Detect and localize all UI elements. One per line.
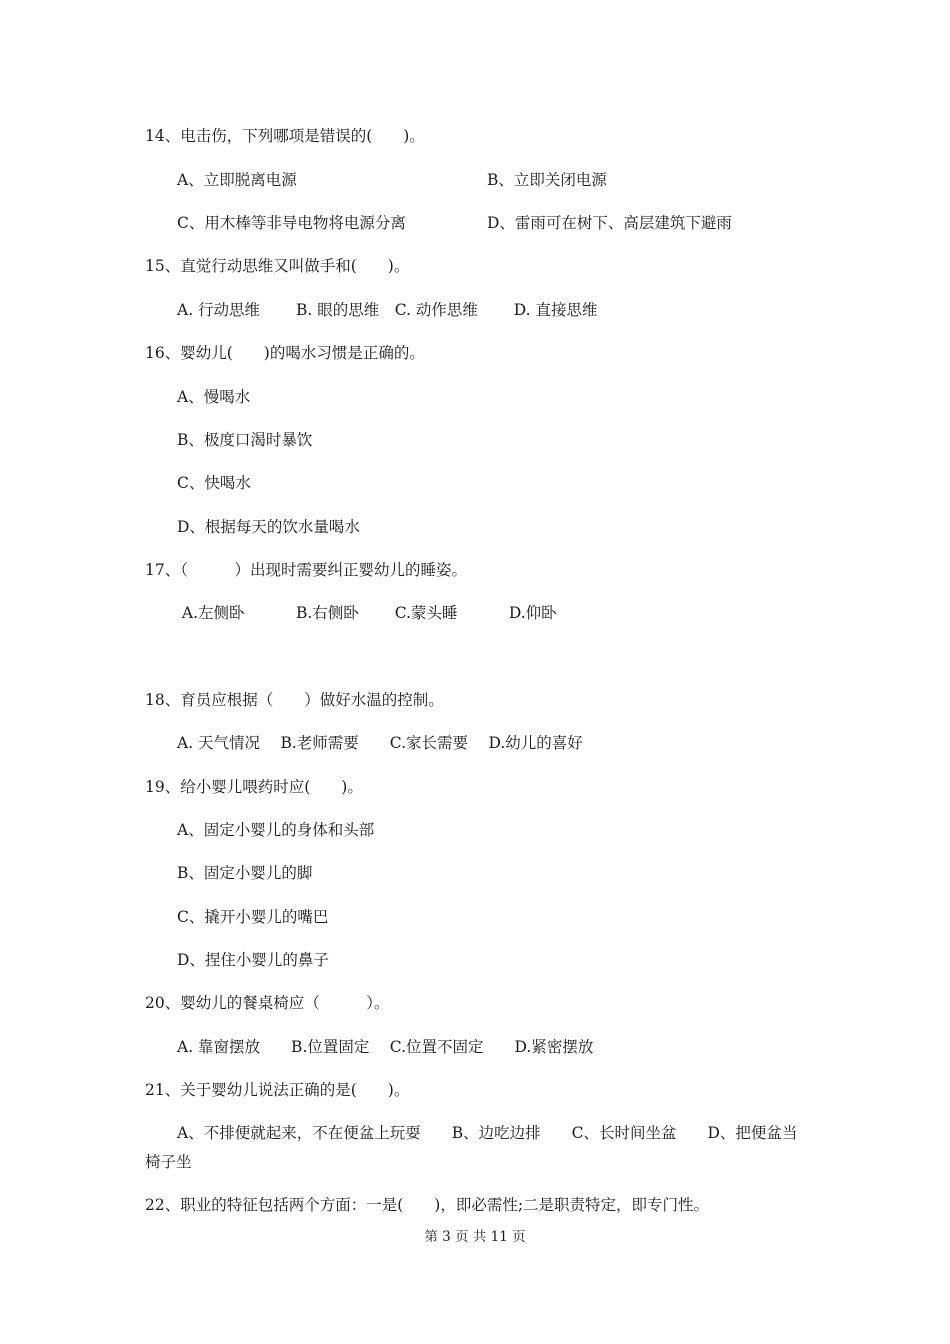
question-19-option-d: D、捏住小婴儿的鼻子 <box>177 951 329 969</box>
page-footer: 第 3 页 共 11 页 <box>424 1229 526 1245</box>
question-15-options: A. 行动思维 B. 眼的思维 C. 动作思维 D. 直接思维 <box>177 301 598 319</box>
question-14-option-a: A、立即脱离电源 <box>177 171 297 189</box>
question-20-options: A. 靠窗摆放 B.位置固定 C.位置不固定 D.紧密摆放 <box>177 1038 594 1056</box>
question-14-option-b: B、立即关闭电源 <box>487 171 607 189</box>
question-14-stem: 14、电击伤，下列哪项是错误的( )。 <box>145 127 425 145</box>
question-19-stem: 19、给小婴儿喂药时应( )。 <box>145 778 363 796</box>
question-16-option-a: A、慢喝水 <box>177 388 251 406</box>
question-19-option-c: C、撬开小婴儿的嘴巴 <box>177 908 329 926</box>
question-18-options: A. 天气情况 B.老师需要 C.家长需要 D.幼儿的喜好 <box>177 734 583 752</box>
question-16-option-d: D、根据每天的饮水量喝水 <box>177 518 360 536</box>
question-17-options: A.左侧卧 B.右侧卧 C.蒙头睡 D.仰卧 <box>177 604 557 622</box>
question-17-stem: 17、（ ）出现时需要纠正婴幼儿的睡姿。 <box>145 561 467 579</box>
question-16-option-b: B、极度口渴时暴饮 <box>177 431 313 449</box>
question-21-options-line1: A、不排便就起来，不在便盆上玩耍 B、边吃边排 C、长时间坐盆 D、把便盆当 <box>177 1124 798 1142</box>
question-16-stem: 16、婴幼儿( )的喝水习惯是正确的。 <box>145 344 425 362</box>
question-22-stem: 22、职业的特征包括两个方面：一是( )，即必需性;二是职责特定，即专门性。 <box>145 1196 710 1214</box>
question-19-option-b: B、固定小婴儿的脚 <box>177 864 313 882</box>
question-14-option-d: D、雷雨可在树下、高层建筑下避雨 <box>487 214 732 232</box>
question-15-stem: 15、直觉行动思维又叫做手和( )。 <box>145 257 410 275</box>
question-16-option-c: C、快喝水 <box>177 474 251 492</box>
question-21-options-line2: 椅子坐 <box>145 1153 192 1171</box>
question-14-option-c: C、用木棒等非导电物将电源分离 <box>177 214 406 232</box>
question-21-stem: 21、关于婴幼儿说法正确的是( )。 <box>145 1081 410 1099</box>
question-18-stem: 18、育员应根据（ ）做好水温的控制。 <box>145 691 444 709</box>
question-20-stem: 20、婴幼儿的餐桌椅应（ ）。 <box>145 994 390 1012</box>
question-19-option-a: A、固定小婴儿的身体和头部 <box>177 821 375 839</box>
